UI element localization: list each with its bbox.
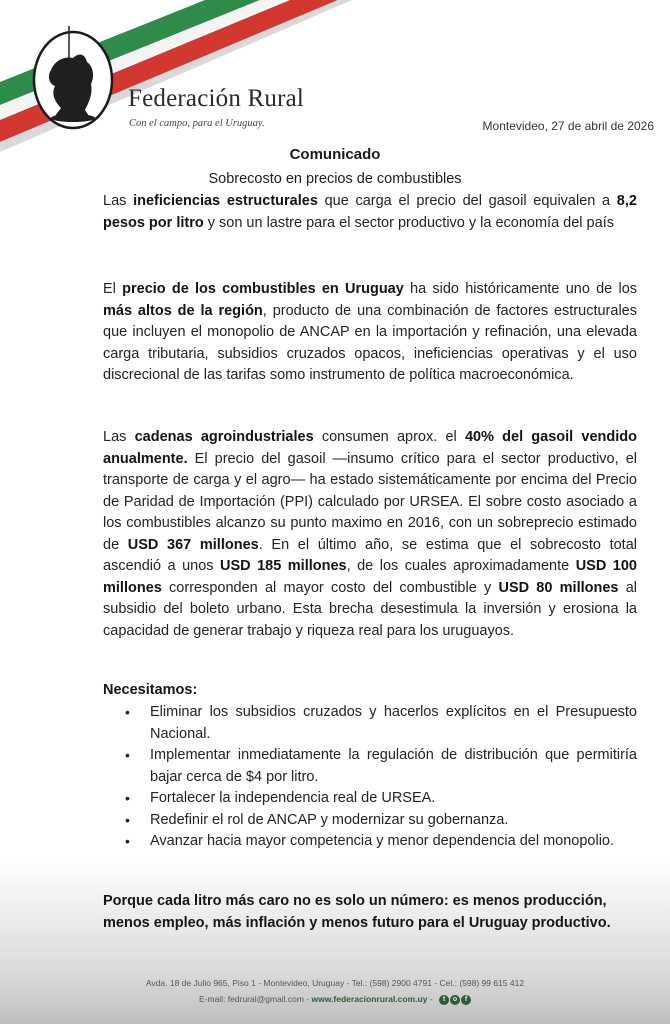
emphasis-text: ineficiencias estructurales — [133, 193, 318, 209]
needs-list-item: • Redefinir el rol de ANCAP y modernizar su gobernanza. — [103, 810, 637, 832]
horseman-logo-icon — [31, 22, 115, 130]
social-icons — [439, 995, 471, 1005]
paragraph-intro — [103, 191, 637, 234]
bullet-icon: • — [125, 811, 130, 828]
bullet-icon: • — [125, 747, 130, 763]
bullet-icon: • — [125, 833, 130, 849]
body-text-run: al subsidio del boleto urbano. Esta brecha desestimula la inversión y erosiona la capacidad de generar trabajo y riqueza real para los uruguayos. — [103, 579, 637, 639]
facebook-icon[interactable]: f — [461, 995, 471, 1005]
document-subtitle: Sobrecosto en precios de combustibles — [208, 171, 462, 187]
needs-heading: Necesitamos: — [103, 682, 198, 698]
emphasis-text: USD 185 millones — [220, 558, 347, 574]
organization-tagline: Con el campo, para el Uruguay. — [129, 118, 265, 129]
needs-list-item: • Fortalecer la independencia real de URSEA. — [103, 788, 637, 810]
emphasis-text: 40% del gasoil vendido anualmente. — [103, 429, 637, 467]
emphasis-text: USD 100 millones — [103, 558, 637, 596]
paragraph-fuel-prices — [103, 279, 637, 387]
needs-list — [103, 702, 637, 853]
footer-website-link[interactable]: www.federacionrural.com.uy — [311, 994, 428, 1004]
needs-list-item: • Avanzar hacia mayor competencia y menor dependencia del monopolio. — [103, 831, 637, 853]
organization-name: Federación Rural — [128, 85, 305, 112]
bullet-icon: • — [125, 704, 130, 720]
body-text-run: . En el último año, se estima que el sobrecosto total ascendió a unos — [103, 536, 637, 574]
body-text-run: y son un lastre para el sector productivo y la economía del país — [203, 214, 614, 231]
body-text-run: corresponden al mayor costo del combustible y — [161, 579, 499, 596]
instagram-icon[interactable]: o — [450, 995, 460, 1005]
footer-contact: E-mail: fedrural@gmail.com - www.federacionrural.com.uy - t o f — [0, 994, 670, 1005]
emphasis-text: más altos de la región — [103, 302, 263, 319]
document-title: Comunicado — [289, 146, 381, 163]
emphasis-text: USD 80 millones — [498, 579, 619, 596]
bullet-icon: • — [125, 790, 130, 806]
body-text-run: ha sido históricamente uno de los — [403, 281, 638, 297]
body-text-run: , producto de una combinación de factores estructurales que incluyen el monopolio de ANCAP en la importación y refinación, una elevada carga tributaria, subsidios cruzados opacos, ineficiencias operativas y el uso discrecional de las tarifas somo instrumento de política macroeconómica. — [103, 302, 637, 383]
footer-address: Avda. 18 de Julio 965, Piso 1 - Montevideo, Uruguay - Tel.: (598) 2900 4791 - Cel.: (598) 99 615 412 — [145, 978, 525, 988]
emphasis-text: 8,2 pesos por litro — [103, 193, 637, 231]
body-text-run: que carga el precio del gasoil equivalen a — [317, 193, 617, 209]
body-text-run: El precio del gasoil —insumo crítico para el sector productivo, el transporte de carga y el agro— ha estado sistemáticamente por encima del Precio de Paridad de Importación (PPI) calculado por URSEA. El sobre costo asociado a los combustibles alcanzo su punto maximo en 2016, con un sobreprecio estimado de — [103, 450, 637, 553]
footer-email[interactable]: E-mail: fedrural@gmail.com — [198, 994, 304, 1004]
body-text-run: , de los cuales aproximadamente — [346, 558, 576, 574]
body-text-run: Las — [103, 429, 135, 445]
emphasis-text: precio de los combustibles en Uruguay — [122, 281, 404, 297]
twitter-icon[interactable]: t — [439, 995, 449, 1005]
body-text-run: El — [103, 281, 123, 297]
emphasis-text: cadenas agroindustriales — [134, 429, 314, 445]
closing-statement: Porque cada litro más caro no es solo un número: es menos producción, menos empleo, más inflación y menos futuro para el Uruguay productivo. — [103, 893, 611, 931]
emphasis-text: USD 367 millones — [127, 536, 259, 553]
needs-list-item: • Implementar inmediatamente la regulación de distribución que permitiría bajar cerca de $4 por litro. — [125, 747, 637, 785]
body-text-run: Las — [103, 193, 134, 209]
needs-list-item: • Eliminar los subsidios cruzados y hacerlos explícitos en el Presupuesto Nacional. — [125, 704, 637, 742]
paragraph-agroindustry — [103, 427, 637, 642]
document-date: Montevideo, 27 de abril de 2026 — [482, 119, 654, 133]
body-text-run: consumen aprox. el — [313, 429, 465, 445]
